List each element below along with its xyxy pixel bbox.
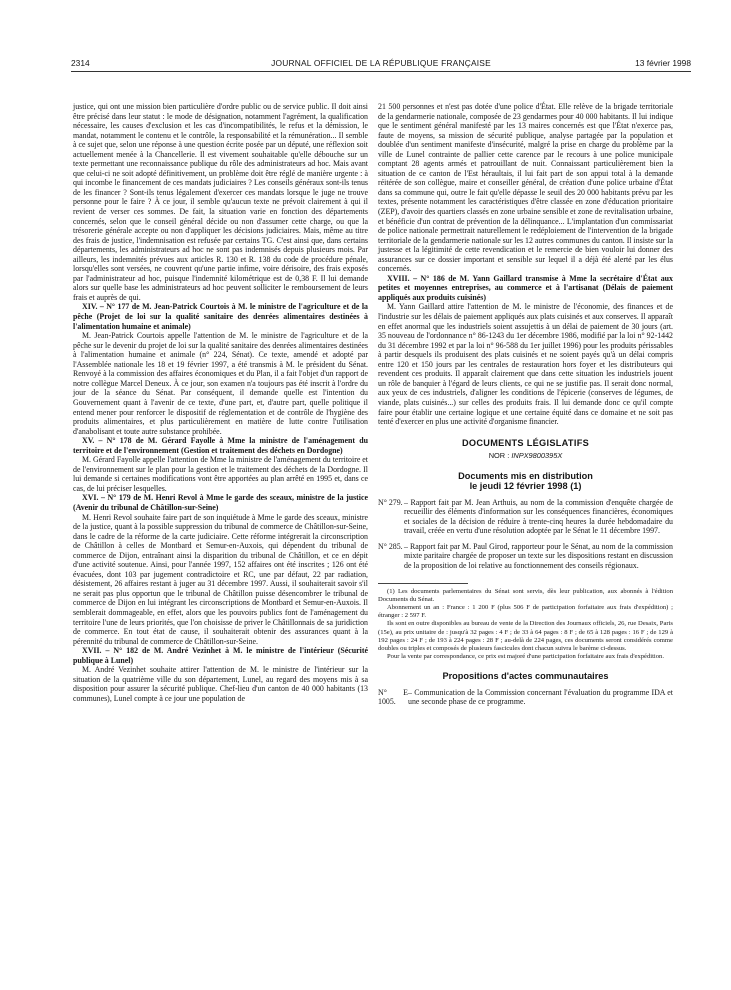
subsection-title: Propositions d'actes communautaires: [442, 671, 609, 682]
footnote: Abonnement un an : France : 1 200 F (plus 506 F de participation forfaitaire aux frais d'expédition) ; étranger : 2 597 F.: [378, 603, 673, 620]
header-rule: [71, 71, 691, 72]
publication-date: 13 février 1998: [635, 58, 691, 68]
document-description: – Rapport fait par M. Jean Arthuis, au nom de la commission d'enquête chargée de recueillir des éléments d'information sur les conséquences financières, économiques et sociales de la décision de réduire à trente-cinq heures la durée hebdomadaire du travail, créée en vertu d'une résolution adoptée par le Sénat le 11 décembre 1997.: [404, 497, 673, 536]
paragraph: M. Henri Revol souhaite faire part de son inquiétude à Mme le garde des sceaux, ministre de la justice, quant à la possible suppression du tribunal de commerce de Châtillon-sur-Seine, dans le cadre de la réforme de la carte judiciaire. Cette réforme intégrerait la circonscription de Châtillon à celles de Montbard et Semur-en-Auxois, qui dépendent du tribunal de commerce de Dijon, entraînant ainsi la disparition du tribunal de Châtillon, et ce en dépit d'une activité soutenue. Ainsi, pour l'année 1997, 152 affaires ont été inscrites ; 126 ont été évacuées, dont 103 par jugement contradictoire et RC, une par défaut, 22 par radiation, désistement, 26 affaires restant à juger au 31 décembre 1997. Aussi, il souhaiterait savoir s'il ne serait pas plus opportun que le tribunal de Châtillon puisse désencombrer le tribunal de commerce de Dijon en lui intégrant les circonscriptions de Montbard et Semur-en-Auxois. Il semblerait dommageable, en effet, alors que les pouvoirs publics font de l'aménagement du territoire l'une de leurs priorités, que l'on choisisse de priver le Châtillonnais de sa juridiction de commerce. En tout état de cause, il souhaiterait obtenir des assurances quant à la pérennité du tribunal de commerce de Châtillon-sur-Seine.: [73, 512, 369, 646]
paragraph: M. Yann Gaillard attire l'attention de M. le ministre de l'économie, des finances et de l'industrie sur les délais de paiement appliqués aux plats cuisinés et aux conserves. Il apparaît en effet anormal que les industriels soient assujettis à un délai de paiement de 30 jours (art. 35 nouveau de l'ordonnance n° 86-1243 du 1er décembre 1986, modifié par la loi n° 92-1442 du 31 décembre 1992 et par la loi n° 96-588 du 1er juillet 1996) pour les produits périssables à partir desquels ils produisent des plats cuisinés et ne soient payés qu'à un délai compris entre 120 et 150 jours par les centrales de restauration hors foyer et les distributeurs qui revendent ces produits. Il apparaît clairement que dans cette situation les industriels jouent un rôle de banquier à l'égard de leurs clients, ce qui ne se justifie pas. Il serait donc normal, aux yeux de ces industriels, d'aligner les conditions de l'épicerie (conserves de légumes, de viande, plats cuisinés...) sur celles des produits frais. Il lui demande donc ce qu'il compte faire pour établir une certaine logique et une certaine équité dans ce domaine et ne soit pas tenté d'exercer en plus une activité d'organisme financier.: [378, 302, 673, 427]
section-title: DOCUMENTS LÉGISLATIFS: [461, 437, 590, 448]
footnote-rule: [378, 583, 468, 584]
document-number: N° 279.: [378, 497, 403, 507]
document-entry: [378, 542, 673, 571]
footnotes: [378, 588, 673, 662]
footnote: (1) Les documents parlementaires du Sénat sont servis, dès leur publication, aux abonnés à l'édition Documents du Sénat.: [378, 587, 673, 603]
paragraph: M. Gérard Fayolle appelle l'attention de Mme la ministre de l'aménagement du territoire et de l'environnement sur le plan pour la gestion et le traitement des déchets de la Dordogne. Il lui demande si certaines modifications vont être apportées au plan arrêté en 1995 et, dans ce cas, de lui préciser lesquelles.: [73, 455, 368, 493]
question-heading: XV. – N° 178 de M. Gérard Fayolle à Mme la ministre de l'aménagement du territoire et de l'environnement (Gestion et traitement des déchets en Dordogne): [73, 436, 368, 455]
document-entry: [378, 688, 673, 707]
right-column: [378, 102, 673, 707]
document-number: N° E 1005.: [378, 687, 408, 707]
paragraph: 21 500 personnes et n'est pas dotée d'une police d'État. Elle relève de la brigade territoriale de la gendarmerie nationale, composée de 23 gendarmes pour 40 000 habitants. Il lui indique que le sentiment général manifesté par les 13 maires concernés est que l'État n'exerce pas, faute de moyens, sa mission de sécurité publique, analyse partagée par la population et doublée d'un sentiment manifeste d'insécurité, malgré la prise en charge du problème par la ville de Lunel contrainte de pallier cette carence par le recours à une police municipale comptant 28 agents armés et patrouillant de nuit. Connaissant particulièrement bien la situation de ce canton de l'Est héraultais, il lui fait part de son appui total à la demande réitérée de son collègue, maire et conseiller général, de création d'une police urbaine d'État dans sa commune qui, outre le fait qu'elle dépasse le seuil des 20 000 habitants prévu par les textes, présente notamment les caractéristiques d'être classée en zone d'éducation prioritaire (ZEP), d'avoir des quartiers classés en zone urbaine sensible et zone de revitalisation urbaine, et bénéficie d'un contrat de prévention de la délinquance... L'implantation d'un commissariat de police nationale permettrait naturellement le redéploiement de l'intervention de la brigade territoriale de la gendarmerie nationale sur les 12 autres communes du canton. Il insiste sur la justesse et la légitimité de cette revendication et le remercie de bien vouloir lui donner des assurances sur ce dossier important et sensible sur lequel il a déjà été alerté par les élus concernés.: [378, 102, 673, 274]
paragraph: M. André Vezinhet souhaite attirer l'attention de M. le ministre de l'intérieur sur la situation de la quatrième ville du son département, Lunel, au regard des moyens mis à sa disposition pour assurer la sécurité publique. Chef-lieu d'un canton de 40 000 habitants (13 communes), Lunel compte à ce jour une population de: [73, 665, 368, 703]
document-number: N° 285.: [378, 541, 403, 551]
paragraph: M. Jean-Patrick Courtois appelle l'attention de M. le ministre de l'agriculture et de la pêche sur le devenir du projet de loi sur la qualité sanitaire des denrées alimentaires destinées à l'alimentation humaine et animale (n° 224, Sénat). Ce texte, amendé et adopté par l'Assemblée nationale les 18 et 19 février 1997, a été transmis à M. le président du Sénat. Renvoyé à la commission des affaires économiques et du Plan, il a fait l'objet d'un rapport de notre collègue Marcel Deneux. À ce jour, son examen n'a toujours pas été inscrit à l'ordre du jour de la séance du Sénat. Par conséquent, il demande quelle est l'intention du Gouvernement quant à l'avenir de ce texte, d'une part, et, d'autre part, quelle politique il entend mener pour renforcer le dispositif de réglementation et de contrôle de l'hygiène des produits alimentaires, et plus particulièrement en matière de lutte contre l'utilisation d'anabolisant et toute autre substance prohibée.: [73, 331, 368, 436]
question-heading: XVIII. – N° 186 de M. Yann Gaillard transmise à Mme la secrétaire d'État aux petites et moyennes entreprises, au commerce et à l'artisanat (Délais de paiement appliqués aux produits cuisinés): [378, 273, 673, 302]
nor-code: INPX9800395X: [511, 451, 563, 461]
question-heading: XVII. – N° 182 de M. André Vezinhet à M. le ministre de l'intérieur (Sécurité publique à Lunel): [73, 646, 368, 665]
footnote: Pour la vente par correspondance, ce prix est majoré d'une participation forfaitaire aux frais d'expédition.: [387, 653, 665, 661]
document-entry: [378, 498, 673, 536]
question-heading: XVI. – N° 179 de M. Henri Revol à Mme le garde des sceaux, ministre de la justice (Avenir du tribunal de Châtillon-sur-Seine): [73, 493, 368, 512]
subsection-title: Documents mis en distribution le jeudi 12 février 1998 (1): [458, 470, 593, 492]
document-description: – Communication de la Commission concernant l'évaluation du programme IDA et une seconde phase de ce programme.: [408, 687, 673, 707]
journal-title: JOURNAL OFFICIEL DE LA RÉPUBLIQUE FRANÇAISE: [271, 58, 491, 68]
document-description: – Rapport fait par M. Paul Girod, rapporteur pour le Sénat, au nom de la commission mixte paritaire chargée de proposer un texte sur les dispositions restant en discussion de la proposition de loi relative au fonctionnement des conseils régionaux.: [404, 541, 673, 570]
nor-line: NOR : INPX9800395X: [488, 451, 563, 461]
paragraph: justice, qui ont une mission bien particulière d'ordre public ou de service public. Il doit ainsi être précisé dans leur statut : le mode de désignation, notamment l'agrément, la qualification nécessaire, les causes d'exclusion et les cas d'incompatibilités, le refus et la démission, le mandat, notamment le contenu et le contrôle, la responsabilité et la rémunération... Il semble à ce sujet que, selon une réponse à une question écrite posée par un député, une réflexion soit actuellement menée à la Chancellerie. Il est vivement souhaitable qu'elle débouche sur un texte permettant une reconnaissance publique du rôle des administrateurs ad hoc. Mais avant que celui-ci ne soit adopté définitivement, un problème doit être réglé de manière urgente : à qui incombe le financement de ces mandats judiciaires ? Les conseils généraux sont-ils tenus de les financer ? Sont-ils tenus légalement d'exercer ces mandats lorsque le juge ne trouve personne pour le faire ? À ce jour, il semble qu'aucun texte ne prévoit clairement à qui il revient de verser ces sommes. De fait, la situation varie en fonction des départements concernés, selon que le conseil général décide ou non d'assumer cette charge, ou que la trésorerie générale accepte ou non d'appliquer les décisions judiciaires. Mais, même au titre des frais de justice, l'indemnisation est refusée par certains TG. C'est ainsi que, dans certains départements, les administrateurs ad hoc ne sont pas indemnisés depuis plusieurs mois. Par ailleurs, les indemnités prévues aux articles R. 130 et R. 138 du code de procédure pénale, lorsqu'elles sont versées, ne couvrent qu'une partie infime, voire dérisoire, des frais exposés par l'administrateur ad hoc, puisque l'indemnité kilométrique est de 0,38 F. Il lui demande alors sur quelle base les administrateurs ad hoc peuvent solliciter le remboursement de leurs frais et auprès de qui.: [73, 102, 368, 302]
page-number: 2314: [71, 58, 90, 68]
footnote: Ils sont en outre disponibles au bureau de vente de la Direction des Journaux officiels, 26, rue Desaix, Paris (15e), au prix unitaire de : jusqu'à 32 pages : 4 F ; de 33 à 64 pages : 8 F ; de 65 à 128 pages : 16 F ; de 129 à 192 pages : 24 F ; de 193 à 224 pages : 28 F ; au-delà de 224 pages, ces documents seront considérés comme doubles ou triples et composés de plusieurs fascicules dont chacun suivra le barème ci-dessus.: [378, 620, 673, 652]
left-column: [73, 102, 368, 703]
question-heading: XIV. – N° 177 de M. Jean-Patrick Courtois à M. le ministre de l'agriculture et de la pêche (Projet de loi sur la qualité sanitaire des denrées alimentaires destinées à l'alimentation humaine et animale): [73, 302, 368, 331]
